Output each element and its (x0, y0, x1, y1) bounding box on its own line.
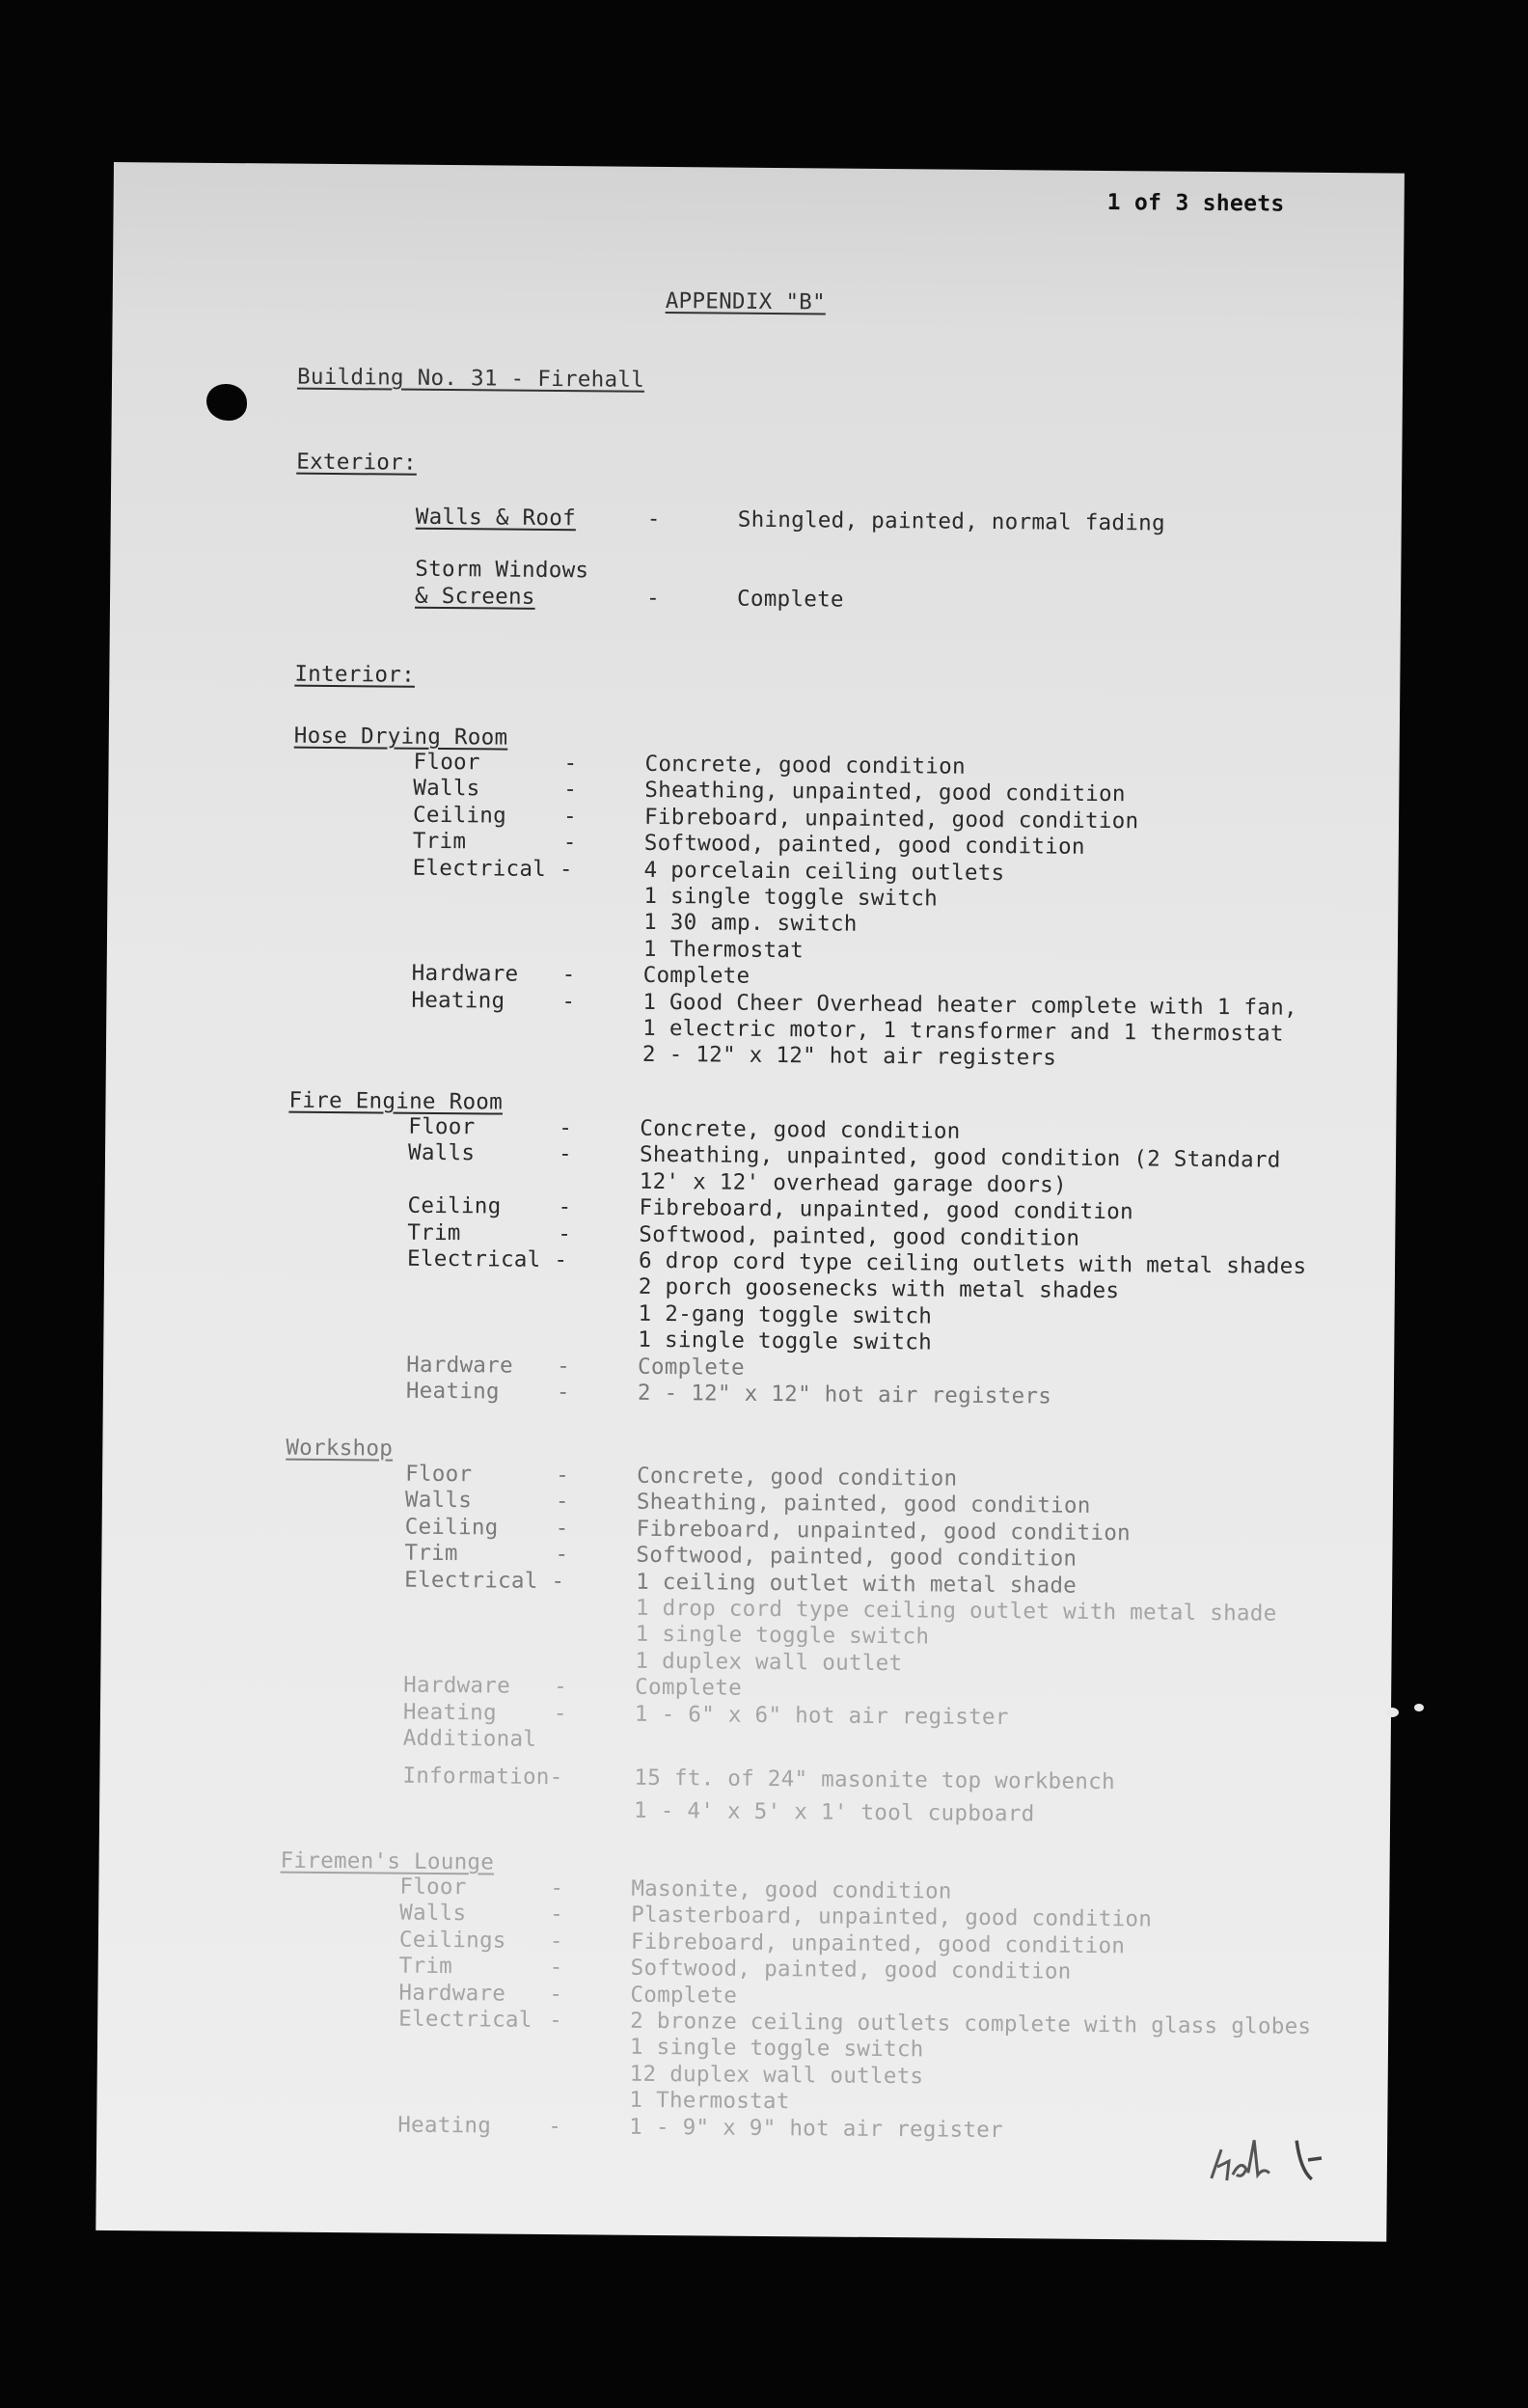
row-value: 12 duplex wall outlets (629, 2061, 924, 2090)
row-value: Shingled, painted, normal fading (737, 506, 1165, 536)
row-dash: - (558, 1220, 572, 1246)
row-label: Ceiling (412, 802, 507, 829)
row-value: 1 single toggle switch (635, 1622, 930, 1650)
row-label: Floor (413, 749, 480, 776)
row-value: Masonite, good condition (631, 1875, 952, 1904)
row-label: Ceilings (398, 1927, 506, 1954)
row-label: Walls & Roof (415, 504, 577, 532)
row-label: Walls (404, 1488, 473, 1514)
row-value: Softwood, painted, good condition (643, 831, 1085, 860)
row-value: 1 single toggle switch (629, 2035, 924, 2063)
row-label: & Screens (414, 583, 535, 610)
row-dash: - (550, 1875, 564, 1902)
row-value: Fibreboard, unpainted, good condition (636, 1516, 1132, 1546)
row-value: 4 porcelain ceiling outlets (643, 857, 1005, 886)
row-dash: - (549, 2008, 563, 2034)
row-value: Softwood, painted, good condition (636, 1542, 1078, 1572)
row-label: Trim (407, 1219, 461, 1245)
row-value: 1 - 6" x 6" hot air register (634, 1701, 1009, 1730)
row-dash: - (550, 1902, 564, 1928)
row-value: Complete (642, 963, 750, 989)
row-label: Ceiling (407, 1192, 502, 1219)
row-dash: - (645, 585, 661, 611)
row-label: Electrical (398, 2006, 532, 2033)
ink-blot (206, 384, 247, 421)
row-value: Sheathing, unpainted, good condition (2 Standard (639, 1142, 1281, 1173)
row-label: Floor (399, 1874, 467, 1901)
document-title: APPENDIX "B" (665, 287, 827, 315)
row-label: Electrical - (412, 855, 573, 882)
row-value: 1 30 amp. switch (643, 910, 858, 938)
row-value: 1 Thermostat (629, 2087, 790, 2115)
row-dash: - (554, 1674, 568, 1700)
row-value: Fibreboard, unpainted, good condition (639, 1194, 1133, 1225)
row-dash: - (553, 1700, 567, 1726)
row-value: Plasterboard, unpainted, good condition (631, 1902, 1153, 1932)
inventory-row (402, 1795, 1463, 1832)
row-dash: - (549, 1928, 563, 1954)
row-value: 1 electric motor, 1 transformer and 1 thermostat (642, 1015, 1284, 1047)
inventory-row (402, 1764, 1463, 1800)
row-value: 1 single toggle switch (638, 1327, 933, 1355)
section-heading: Fire Engine Room (288, 1087, 504, 1115)
row-dash: - (556, 1380, 570, 1406)
margin-mark (1414, 1704, 1424, 1711)
row-value: 6 drop cord type ceiling outlets with metal shades (638, 1247, 1307, 1279)
row-value: Sheathing, unpainted, good condition (644, 778, 1126, 807)
row-value: Fibreboard, unpainted, good condition (643, 804, 1139, 835)
row-dash: - (555, 1489, 569, 1515)
row-value: Complete (736, 586, 844, 613)
row-value: 1 - 4' x 5' x 1' tool cupboard (633, 1797, 1035, 1827)
row-label: Trim (412, 828, 467, 855)
row-value: 1 single toggle switch (643, 883, 939, 912)
row-value: 1 drop cord type ceiling outlet with metal shade (635, 1595, 1277, 1627)
row-value: Concrete, good condition (637, 1463, 958, 1491)
row-dash: - (555, 1515, 569, 1541)
exterior-row (416, 505, 1477, 541)
row-label: Additional (402, 1725, 537, 1752)
row-label: Hardware (411, 960, 519, 987)
row-value: 1 duplex wall outlet (635, 1648, 903, 1676)
row-label: Hardware (406, 1352, 514, 1379)
row-label: Hardware (403, 1672, 511, 1699)
row-dash: - (558, 1141, 573, 1167)
row-label: Floor (408, 1113, 476, 1140)
row-label: Electrical - (404, 1567, 565, 1594)
row-value: 1 Good Cheer Overhead heater complete with 1 fan, (642, 989, 1297, 1021)
row-label: Floor (405, 1461, 473, 1488)
row-label: Trim (398, 1953, 453, 1980)
row-dash: - (549, 1955, 563, 1981)
row-value: 1 ceiling outlet with metal shade (636, 1569, 1078, 1599)
handwritten-initials (1204, 2111, 1330, 2199)
row-value: 2 - 12" x 12" hot air registers (637, 1380, 1052, 1409)
row-value: Concrete, good condition (644, 751, 966, 780)
row-label: Walls (407, 1140, 476, 1166)
building-heading: Building No. 31 - Firehall (296, 364, 645, 393)
row-dash: - (559, 1115, 573, 1141)
row-label: Trim (404, 1540, 458, 1567)
row-label: Heating (405, 1378, 500, 1405)
row-dash: - (562, 830, 577, 856)
row-value: Complete (638, 1354, 746, 1381)
row-value: Complete (630, 1982, 738, 2009)
row-dash: - (562, 803, 578, 830)
row-dash: - (563, 751, 578, 777)
interior-heading: Interior: (294, 661, 416, 688)
row-dash: - (548, 2113, 562, 2139)
row-dash: - (557, 1353, 571, 1379)
section-heading: Hose Drying Room (293, 723, 508, 751)
row-value: Sheathing, painted, good condition (636, 1490, 1091, 1519)
row-dash: - (561, 962, 576, 988)
row-value: 12' x 12' overhead garage doors) (639, 1168, 1067, 1198)
row-value: Complete (635, 1674, 743, 1701)
row-dash: - (563, 777, 578, 803)
row-label: Storm Windows (415, 556, 589, 584)
section-heading: Workshop (286, 1435, 394, 1462)
exterior-heading: Exterior: (296, 449, 418, 476)
row-label: Heating (411, 987, 505, 1014)
row-value: 1 Thermostat (642, 936, 805, 964)
row-value: Fibreboard, unpainted, good condition (630, 1929, 1126, 1959)
section-heading: Firemen's Lounge (280, 1847, 495, 1875)
row-label: Electrical - (406, 1245, 568, 1273)
row-value: Concrete, good condition (640, 1115, 961, 1144)
row-dash: - (555, 1542, 569, 1568)
row-dash: - (549, 1981, 563, 2007)
row-value: 2 porch goosenecks with metal shades (638, 1274, 1120, 1304)
row-dash: - (558, 1194, 572, 1220)
row-value: 2 - 12" x 12" hot air registers (641, 1042, 1057, 1071)
row-label: Information- (402, 1764, 563, 1791)
row-value: Softwood, painted, good condition (630, 1955, 1072, 1984)
row-value: 15 ft. of 24" masonite top workbench (634, 1765, 1115, 1795)
margin-mark (1385, 1708, 1399, 1717)
row-value: 1 - 9" x 9" hot air register (629, 2114, 1004, 2143)
row-value: 2 bronze ceiling outlets complete with glass globes (630, 2008, 1312, 2039)
document-sheet (96, 162, 1405, 2242)
row-dash: - (646, 506, 661, 532)
row-dash: - (561, 988, 576, 1014)
sheet-count: 1 of 3 sheets (1106, 189, 1285, 217)
row-label: Ceiling (404, 1514, 499, 1541)
row-label: Heating (397, 2112, 492, 2139)
row-label: Heating (402, 1699, 498, 1726)
row-label: Walls (399, 1901, 467, 1927)
row-label: Hardware (398, 1980, 506, 2007)
row-value: Softwood, painted, good condition (639, 1221, 1080, 1251)
row-dash: - (556, 1463, 570, 1489)
row-label: Walls (413, 776, 480, 802)
row-value: 1 2-gang toggle switch (638, 1300, 933, 1329)
